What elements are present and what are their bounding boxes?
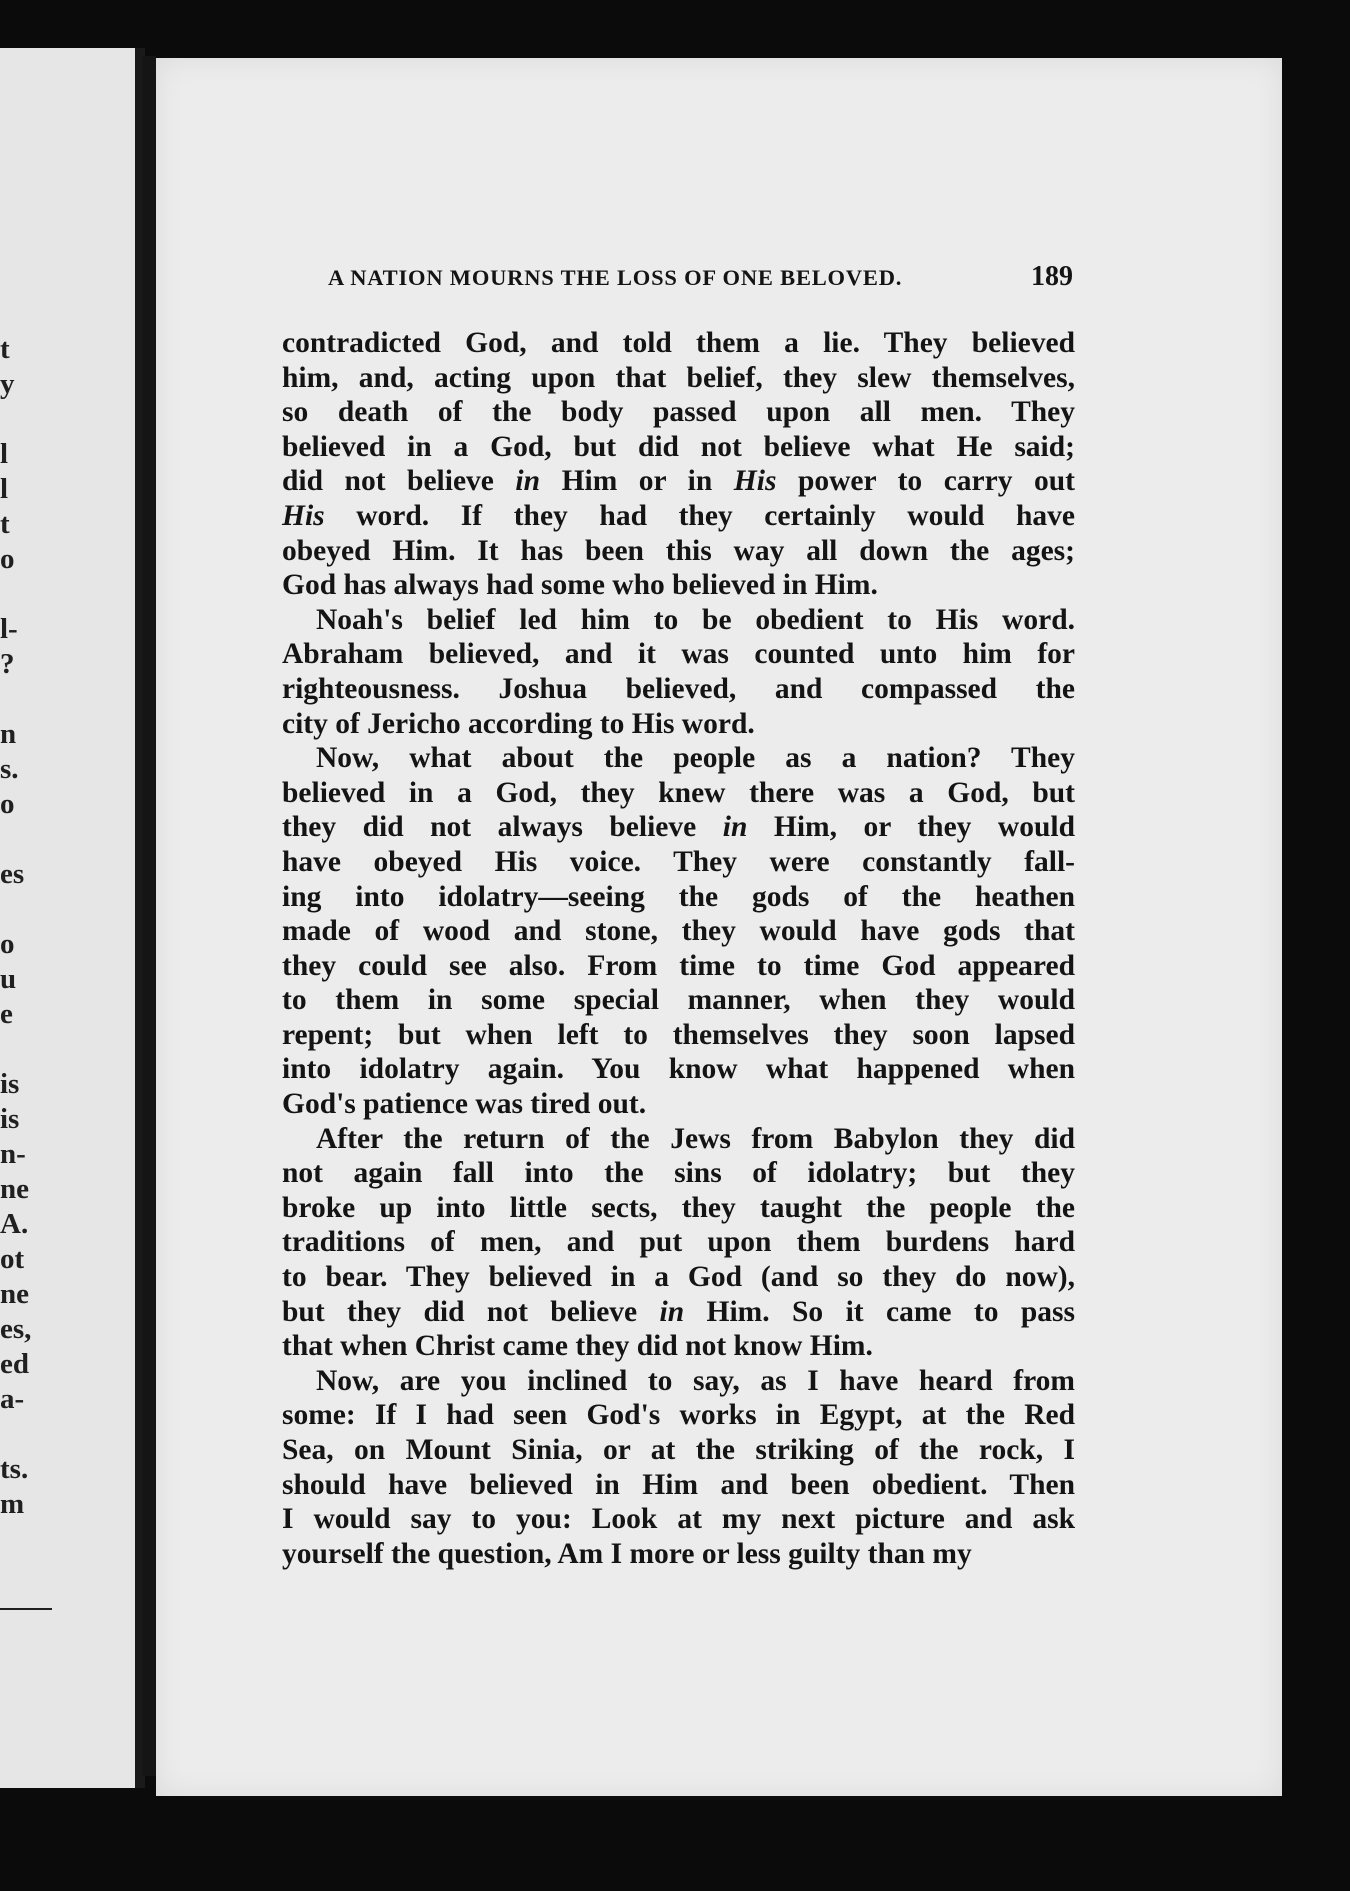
previous-page-fragment: es, [0, 1313, 32, 1345]
previous-page-fragment: ne [0, 1173, 29, 1205]
previous-page-fragment: a- [0, 1383, 25, 1415]
italic-emphasis: His [733, 465, 777, 498]
text-line: God's patience was tired out. [282, 1088, 647, 1121]
italic-emphasis: in [722, 811, 748, 844]
previous-page-fragment: es [0, 858, 25, 890]
text-line: ing into idolatry—seeing the gods of the heathen [282, 880, 1075, 913]
text-line: made of wood and stone, they would have gods that [282, 915, 1075, 948]
text-line: Sea, on Mount Sinia, or at the striking of the rock, I [282, 1434, 1075, 1466]
running-head [328, 261, 1073, 293]
text-line: they did not always believe in Him, or they would [282, 811, 1075, 844]
text-line: contradicted God, and told them a lie. They believed [282, 327, 1075, 359]
previous-page-fragment: l- [0, 613, 18, 645]
text-line: believed in a God, they knew there was a God, but [282, 776, 1075, 809]
previous-page-fragment: ts. [0, 1453, 29, 1485]
text-line: some: If I had seen God's works in Egypt, at the Red [282, 1399, 1075, 1432]
previous-page-fragment: o [0, 543, 15, 575]
previous-page-fragment: ot [0, 1243, 25, 1275]
page-number: 189 [1031, 261, 1073, 292]
page-body-text [282, 326, 1075, 1571]
previous-page-fragment: e [0, 998, 13, 1030]
previous-page-fragment: l [0, 473, 9, 505]
text-line: not again fall into the sins of idolatry; but they [282, 1157, 1075, 1190]
text-line: Abraham believed, and it was counted unto him for [282, 638, 1075, 671]
previous-page-fragment: ? [0, 648, 15, 680]
previous-page-fragment: is [0, 1103, 20, 1135]
text-line: him, and, acting upon that belief, they slew themselves, [282, 361, 1075, 394]
italic-emphasis: in [515, 465, 541, 498]
book-spine [142, 56, 156, 1776]
previous-page-fragment: is [0, 1068, 20, 1100]
italic-emphasis: His [282, 499, 325, 532]
text-line: so death of the body passed upon all men. They [282, 396, 1075, 429]
previous-page-fragment: o [0, 788, 15, 820]
previous-page-edge [0, 48, 145, 1788]
text-line: to them in some special manner, when they would [282, 984, 1075, 1017]
text-line: have obeyed His voice. They were constantly fall- [282, 845, 1075, 878]
previous-page-fragment: ed [0, 1348, 29, 1380]
previous-page-fragment: A. [0, 1208, 29, 1240]
text-line: they could see also. From time to time God appeared [282, 949, 1075, 982]
previous-page-fragment: n [0, 718, 17, 750]
previous-page-fragment: n- [0, 1138, 26, 1170]
text-line: broke up into little sects, they taught the people the [282, 1191, 1075, 1224]
text-line: Now, what about the people as a nation? They [316, 742, 1075, 775]
text-line: repent; but when left to themselves they soon lapsed [282, 1018, 1075, 1051]
italic-emphasis: in [659, 1295, 685, 1328]
text-line: city of Jericho according to His word. [282, 707, 755, 740]
previous-page-rule [0, 1608, 52, 1610]
text-line: obeyed Him. It has been this way all down the ages; [282, 534, 1075, 567]
previous-page-fragment: ne [0, 1278, 29, 1310]
text-line: God has always had some who believed in Him. [282, 569, 878, 602]
previous-page-fragment: l [0, 438, 9, 470]
text-line: that when Christ came they did not know Him. [282, 1330, 873, 1363]
previous-page-fragment: t [0, 508, 10, 540]
text-line: yourself the question, Am I more or less guilty than my [282, 1537, 972, 1570]
text-line: should have believed in Him and been obedient. Then [282, 1468, 1075, 1501]
text-line: Now, are you inclined to say, as I have heard from [316, 1364, 1075, 1397]
text-line: Noah's belief led him to be obedient to His word. [316, 603, 1075, 636]
previous-page-fragment: s. [0, 753, 19, 785]
text-line: After the return of the Jews from Babylon they did [316, 1122, 1075, 1155]
text-line: I would say to you: Look at my next picture and ask [282, 1503, 1075, 1536]
previous-page-fragment: y [0, 368, 15, 400]
text-line: to bear. They believed in a God (and so they do now), [282, 1261, 1075, 1294]
text-line: righteousness. Joshua believed, and compassed the [282, 672, 1075, 705]
running-head-title: A NATION MOURNS THE LOSS OF ONE BELOVED. [328, 265, 903, 290]
previous-page-fragment: o [0, 928, 15, 960]
text-line: into idolatry again. You know what happened when [282, 1053, 1075, 1086]
text-line: traditions of men, and put upon them burdens hard [282, 1226, 1075, 1259]
previous-page-fragment: m [0, 1488, 25, 1520]
text-line: but they did not believe in Him. So it came to pass [282, 1295, 1076, 1328]
previous-page-fragment: t [0, 333, 10, 365]
previous-page-fragment: u [0, 963, 17, 995]
text-line: His word. If they had they certainly would have [282, 499, 1075, 532]
text-line: believed in a God, but did not believe what He said; [282, 430, 1075, 463]
text-line: did not believe in Him or in His power to carry out [282, 465, 1075, 498]
